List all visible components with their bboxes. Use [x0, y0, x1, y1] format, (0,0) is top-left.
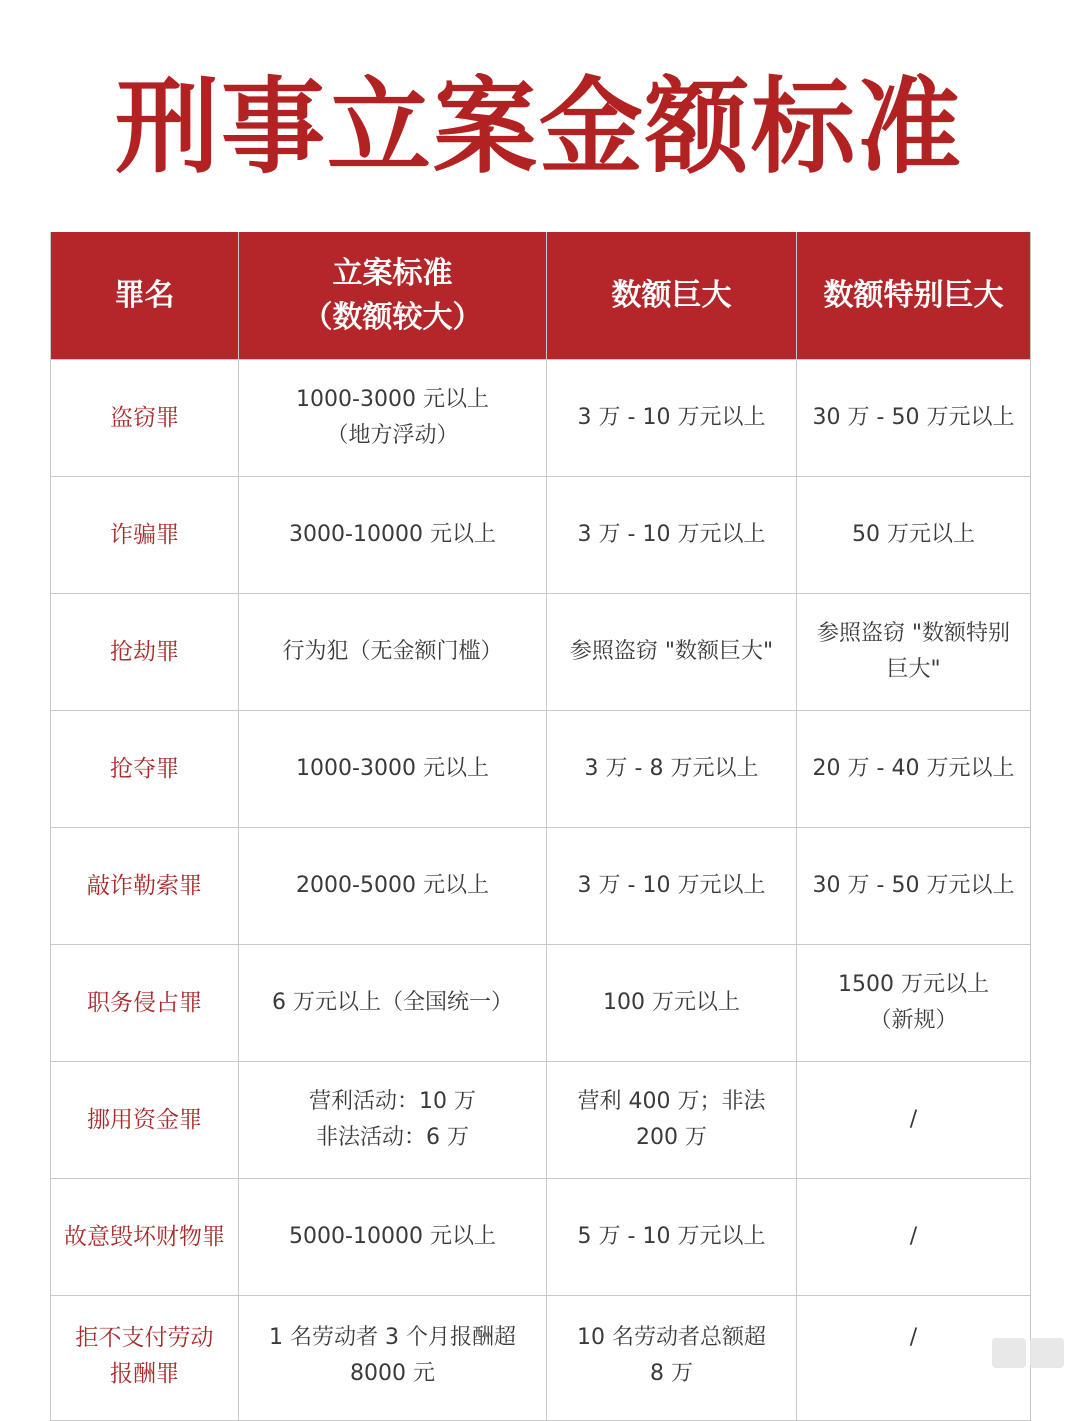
table-row [51, 945, 1031, 1062]
especially-huge-cell-line: 50 万元以上 [852, 522, 975, 547]
crime-name-cell-line: 职务侵占罪 [87, 990, 202, 1016]
header-especially-huge-amount: 数额特别巨大 [797, 232, 1031, 360]
header-huge-amount: 数额巨大 [547, 232, 797, 360]
huge-amount-cell [547, 477, 797, 594]
header-filing-standard [239, 232, 547, 360]
filing-standard-cell-line: 2000-5000 元以上 [296, 873, 489, 898]
filing-standard-cell [239, 945, 547, 1062]
especially-huge-cell [797, 945, 1031, 1062]
watermark [992, 1338, 1064, 1368]
huge-amount-cell [547, 945, 797, 1062]
especially-huge-cell [797, 711, 1031, 828]
filing-standard-cell-line: 1000-3000 元以上 [296, 756, 489, 781]
watermark-logo-icon [1030, 1338, 1064, 1368]
filing-standard-cell-line: 行为犯（无金额门槛） [282, 639, 503, 664]
crime-name-cell [51, 1179, 239, 1296]
filing-standard-cell [239, 828, 547, 945]
crime-name-cell [51, 360, 239, 477]
filing-standard-cell-line: 1000-3000 元以上 [296, 387, 489, 412]
huge-amount-cell [547, 711, 797, 828]
filing-standard-cell-line: 营利活动：10 万 [309, 1089, 476, 1114]
especially-huge-cell-line: （新规） [869, 1008, 958, 1033]
crime-name-cell-line: 拒不支付劳动 [75, 1325, 214, 1351]
huge-amount-cell [547, 828, 797, 945]
filing-standard-cell [239, 477, 547, 594]
filing-standard-cell-line: （地方浮动） [326, 423, 459, 448]
filing-standard-cell [239, 1062, 547, 1179]
filing-standard-cell-line: 3000-10000 元以上 [289, 522, 496, 547]
crime-name-cell [51, 828, 239, 945]
crime-name-cell-line: 挪用资金罪 [87, 1107, 202, 1133]
huge-amount-cell [547, 594, 797, 711]
page-title: 刑事立案金额标准 [114, 66, 963, 188]
filing-standard-cell [239, 594, 547, 711]
filing-standard-cell [239, 360, 547, 477]
criminal-case-threshold-table [50, 232, 1031, 1421]
filing-standard-cell-line: 8000 元 [350, 1361, 435, 1386]
huge-amount-cell-line: 3 万 - 10 万元以上 [577, 873, 766, 898]
crime-name-cell-line: 敲诈勒索罪 [87, 873, 202, 899]
filing-standard-cell-line: 6 万元以上（全国统一） [272, 990, 513, 1015]
table-row [51, 477, 1031, 594]
crime-name-cell [51, 1296, 239, 1421]
table-row [51, 828, 1031, 945]
especially-huge-cell [797, 1179, 1031, 1296]
table-row [51, 594, 1031, 711]
huge-amount-cell-line: 营利 400 万；非法 [577, 1089, 766, 1114]
huge-amount-cell [547, 1179, 797, 1296]
especially-huge-cell-line: 参照盗窃 "数额特别 [816, 621, 1011, 646]
especially-huge-cell [797, 477, 1031, 594]
huge-amount-cell-line: 参照盗窃 "数额巨大" [569, 639, 774, 664]
especially-huge-cell-line: 30 万 - 50 万元以上 [812, 405, 1015, 430]
especially-huge-cell-line: / [909, 1107, 918, 1132]
huge-amount-cell-line: 8 万 [650, 1361, 693, 1386]
huge-amount-cell [547, 360, 797, 477]
huge-amount-cell-line: 100 万元以上 [603, 990, 740, 1015]
especially-huge-cell-line: 20 万 - 40 万元以上 [812, 756, 1015, 781]
table-row [51, 1062, 1031, 1179]
filing-standard-cell [239, 1179, 547, 1296]
crime-name-cell-line: 故意毁坏财物罪 [64, 1224, 225, 1250]
huge-amount-cell [547, 1062, 797, 1179]
crime-name-cell [51, 945, 239, 1062]
watermark-logo-icon [992, 1338, 1026, 1368]
especially-huge-cell-line: 30 万 - 50 万元以上 [812, 873, 1015, 898]
header-filing-standard-line1: 立案标准 [332, 255, 453, 291]
huge-amount-cell-line: 5 万 - 10 万元以上 [577, 1224, 766, 1249]
especially-huge-cell-line: / [909, 1224, 918, 1249]
header-filing-standard-line2: （数额较大） [302, 299, 483, 335]
table-row [51, 1296, 1031, 1421]
huge-amount-cell-line: 10 名劳动者总额超 [577, 1325, 766, 1350]
especially-huge-cell-line: 1500 万元以上 [838, 972, 989, 997]
table-row [51, 360, 1031, 477]
huge-amount-cell-line: 200 万 [636, 1125, 707, 1150]
crime-name-cell [51, 1062, 239, 1179]
header-crime-name: 罪名 [51, 232, 239, 360]
especially-huge-cell-line: 巨大" [886, 657, 941, 682]
filing-standard-cell-line: 1 名劳动者 3 个月报酬超 [269, 1325, 516, 1350]
crime-name-cell [51, 711, 239, 828]
especially-huge-cell-line: / [909, 1325, 918, 1350]
filing-standard-cell-line: 非法活动：6 万 [316, 1125, 469, 1150]
crime-name-cell [51, 594, 239, 711]
crime-name-cell-line: 抢劫罪 [110, 639, 179, 665]
crime-name-cell [51, 477, 239, 594]
especially-huge-cell [797, 828, 1031, 945]
especially-huge-cell [797, 1062, 1031, 1179]
table-row [51, 1179, 1031, 1296]
especially-huge-cell [797, 594, 1031, 711]
huge-amount-cell-line: 3 万 - 10 万元以上 [577, 522, 766, 547]
filing-standard-cell-line: 5000-10000 元以上 [289, 1224, 496, 1249]
table-header-row [51, 232, 1031, 360]
crime-name-cell-line: 抢夺罪 [110, 756, 179, 782]
especially-huge-cell [797, 360, 1031, 477]
huge-amount-cell [547, 1296, 797, 1421]
huge-amount-cell-line: 3 万 - 10 万元以上 [577, 405, 766, 430]
crime-name-cell-line: 诈骗罪 [110, 522, 179, 548]
filing-standard-cell [239, 1296, 547, 1421]
table-row [51, 711, 1031, 828]
crime-name-cell-line: 报酬罪 [110, 1361, 179, 1387]
crime-name-cell-line: 盗窃罪 [110, 405, 179, 431]
huge-amount-cell-line: 3 万 - 8 万元以上 [584, 756, 759, 781]
filing-standard-cell [239, 711, 547, 828]
